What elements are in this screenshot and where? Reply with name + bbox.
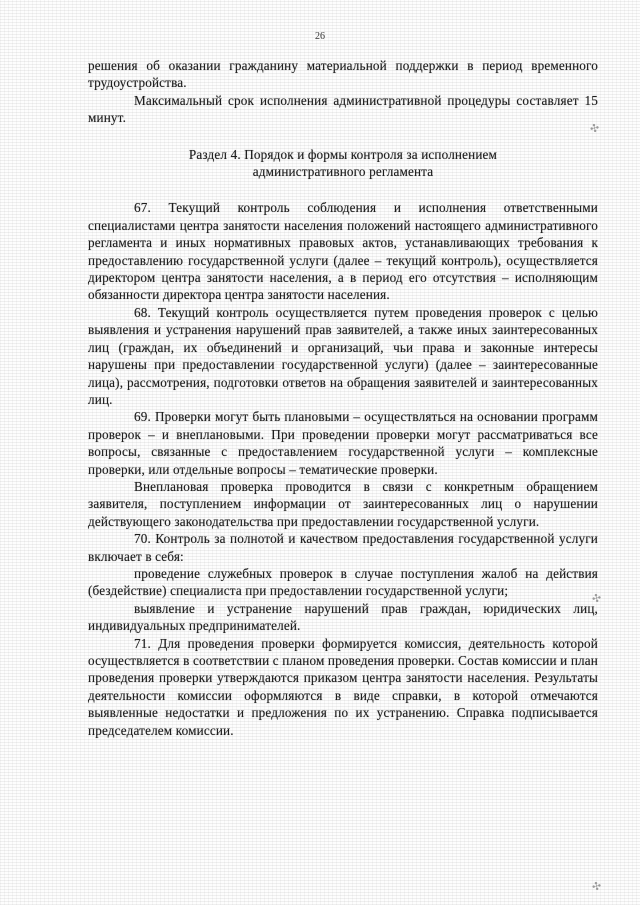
- section-heading-line2: административного регламента: [252, 164, 434, 180]
- paragraph-71: 71. Для проведения проверки формируется комиссия, деятельность которой осуществляется в соответствии с планом проведения проверки. Состав комиссии и план проведения проверки утверждаются приказом центра занятости населения. Результаты деятельности комиссии оформляются в виде справки, в которой отмечаются выявленные недостатки и предложения по их устранению. Справка подписывается председателем комиссии.: [88, 635, 598, 738]
- page-number: 26: [315, 31, 325, 42]
- paragraph-69: 69. Проверки могут быть плановыми – осуществляться на основании программ проверок – и внеплановыми. При проведении проверки могут рассматриваться все вопросы, связанные с предоставлением государственной услуги – комплексные проверки, или отдельные вопросы – тематические проверки.: [88, 409, 598, 477]
- section-heading-line1: Раздел 4. Порядок и формы контроля за исполнением: [188, 146, 498, 162]
- paragraph-68: 68. Текущий контроль осуществляется путем проведения проверок с целью выявления и устранения нарушений прав заявителей, а также иных заинтересованных лиц (граждан, их объединений и организаций, чьи права и законные интересы нарушены при предоставлении государственной услуги) (далее – заинтересованные лица), рассмотрения, подготовки ответов на обращения заявителей и заинтересованных лиц.: [88, 304, 598, 407]
- paragraph-unscheduled-inspection: Внеплановая проверка проводится в связи с конкретным обращением заявителя, поступлением информации от заинтересованных лиц о нарушении действующего законодательства при предоставлении государственной услуги.: [88, 478, 598, 529]
- paragraph-continuation: решения об оказании гражданину материальной поддержки в период временного трудоустройства.: [88, 58, 598, 91]
- scan-artifact-mark: ✣: [590, 591, 603, 606]
- scan-artifact-mark: ✣: [590, 879, 603, 894]
- paragraph-service-checks: проведение служебных проверок в случае поступления жалоб на действия (бездействие) специалиста при предоставлении государственной услуги;: [88, 565, 598, 599]
- section-heading: [88, 146, 598, 181]
- paragraph-67: 67. Текущий контроль соблюдения и исполнения ответственными специалистами центра занятости населения положений настоящего административного регламента и иных нормативных правовых актов, устанавливающих требования к предоставлению государственной услуги (далее – текущий контроль), осуществляется директором центра занятости населения, а в период его отсутствия – исполняющим обязанности директора центра занятости населения.: [88, 200, 598, 303]
- document-body: [88, 57, 598, 739]
- scan-artifact-mark: ✣: [588, 121, 601, 136]
- paragraph-max-duration: Максимальный срок исполнения административной процедуры составляет 15 минут.: [88, 92, 598, 126]
- paragraph-violations: выявление и устранение нарушений прав граждан, юридических лиц, индивидуальных предпринимателей.: [88, 600, 598, 634]
- paragraph-70: 70. Контроль за полнотой и качеством предоставления государственной услуги включает в себя:: [88, 531, 598, 564]
